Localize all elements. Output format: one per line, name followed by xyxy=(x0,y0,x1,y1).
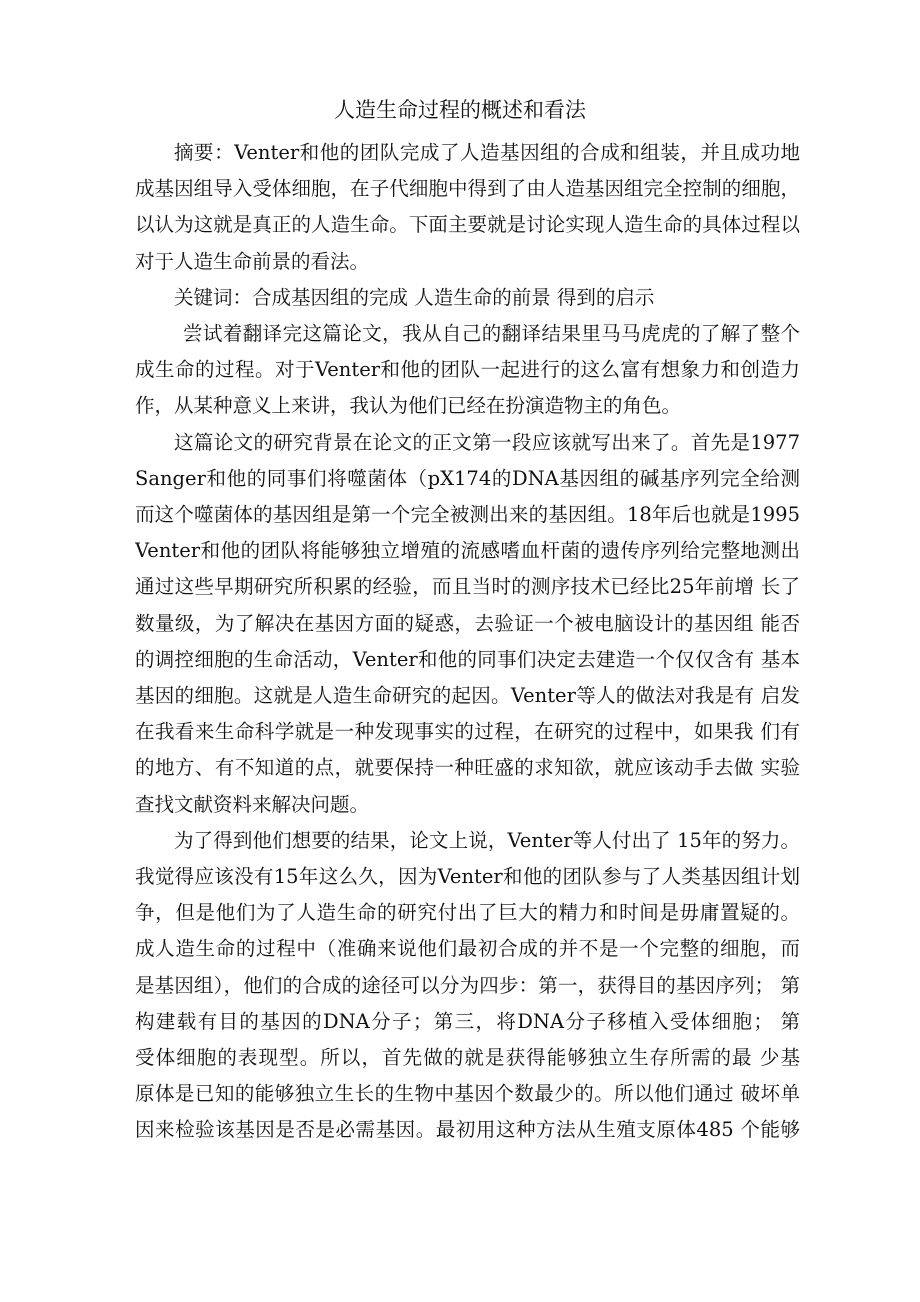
paragraph-4-line: 为了得到他们想要的结果，论文上说，Venter等人付出了 15年的努力。 xyxy=(174,829,800,852)
paragraph-3-line: Venter和他的团队将能够独立增殖的流感嗜血杆菌的遗传序列给完整地测出 xyxy=(135,539,800,562)
paragraph-3-line: 这篇论文的研究背景在论文的正文第一段应该就写出来了。首先是1977 xyxy=(174,431,800,454)
paragraph-2-line: 成生命的过程。对于Venter和他的团队一起进行的这么富有想象力和创造力 xyxy=(135,358,800,381)
paragraph-4-line: 成人造生命的过程中（准确来说他们最初合成的并不是一个完整的细胞，而 xyxy=(135,937,800,960)
paragraph-4-line: 争，但是他们为了人造生命的研究付出了巨大的精力和时间是毋庸置疑的。 xyxy=(135,901,800,924)
paragraph-4-line: 原体是已知的能够独立生长的生物中基因个数最少的。所以他们通过 破坏单 xyxy=(135,1082,800,1105)
paragraph-0-line: 成基因组导入受体细胞，在子代细胞中得到了由人造基因组完全控制的细胞， xyxy=(135,177,800,200)
paragraph-3-line: 基因的细胞。这就是人造生命研究的起因。Venter等人的做法对我是有 启发 xyxy=(135,684,800,707)
paragraph-4-line: 因来检验该基因是否是必需基因。最初用这种方法从生殖支原体485 个能够 xyxy=(135,1118,800,1141)
paragraph-3-line: 数量级，为了解决在基因方面的疑惑，去验证一个被电脑设计的基因组 能否 xyxy=(135,612,800,635)
paragraph-3-line: 通过这些早期研究所积累的经验，而且当时的测序技术已经比25年前增 长了 xyxy=(135,575,800,598)
paragraph-3-line: Sanger和他的同事们将噬菌体（pX174的DNA基因组的碱基序列完全给测 xyxy=(135,467,800,490)
paragraph-3-line: 查找文献资料来解决问题。 xyxy=(135,793,370,816)
paragraph-4-line: 构建载有目的基因的DNA分子；第三，将DNA分子移植入受体细胞； 第 xyxy=(135,1010,800,1033)
paragraph-1-line: 关键词：合成基因组的完成 人造生命的前景 得到的启示 xyxy=(174,286,655,309)
paragraph-3-line: 而这个噬菌体的基因组是第一个完全被测出来的基因组。18年后也就是1995 xyxy=(135,503,800,526)
paragraph-3-line: 的调控细胞的生命活动，Venter和他的同事们决定去建造一个仅仅含有 基本 xyxy=(135,648,800,671)
paragraph-4-line: 是基因组），他们的合成的途径可以分为四步：第一，获得目的基因序列； 第 xyxy=(135,974,800,997)
paragraph-2-line: 作，从某种意义上来讲，我认为他们已经在扮演造物主的角色。 xyxy=(135,394,682,417)
paragraph-4-line: 我觉得应该没有15年这么久，因为Venter和他的团队参与了人类基因组计划 xyxy=(135,865,800,888)
paragraph-0-line: 对于人造生命前景的看法。 xyxy=(135,250,370,273)
paragraph-0-line: 以认为这就是真正的人造生命。下面主要就是讨论实现人造生命的具体过程以 xyxy=(135,213,800,236)
document-title: 人造生命过程的概述和看法 xyxy=(334,98,586,122)
paragraph-4-line: 受体细胞的表现型。所以，首先做的就是获得能够独立生存所需的最 少基 xyxy=(135,1046,800,1069)
paragraph-2-line: 尝试着翻译完这篇论文，我从自己的翻译结果里马马虎虎的了解了整个 xyxy=(183,322,800,345)
paragraph-0-line: 摘要：Venter和他的团队完成了人造基因组的合成和组装，并且成功地 xyxy=(174,141,800,164)
paragraph-3-line: 的地方、有不知道的点，就要保持一种旺盛的求知欲，就应该动手去做 实验 xyxy=(135,756,800,779)
paragraph-3-line: 在我看来生命科学就是一种发现事实的过程，在研究的过程中，如果我 们有 xyxy=(135,720,800,743)
